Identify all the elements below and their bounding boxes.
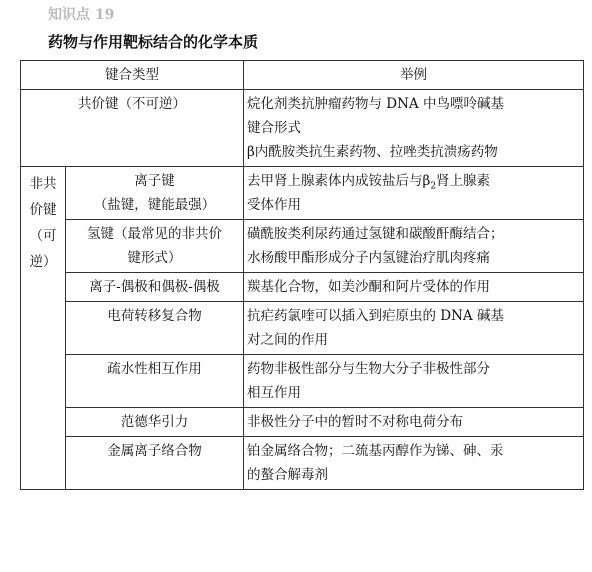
- knowledge-point-label: 知识点 19: [48, 7, 115, 23]
- bond-type-cell: [66, 437, 244, 490]
- example-line: 受体作用: [247, 197, 301, 213]
- bond-type-line: 范德华引力: [120, 414, 189, 430]
- bond-type-line: 金属离子络合物: [107, 443, 202, 459]
- table-row-covalent: [21, 90, 584, 167]
- bond-type-line: 电荷转移复合物: [107, 308, 202, 324]
- bond-type-cell: [66, 273, 244, 302]
- bond-type-cell: [66, 220, 244, 273]
- bond-type-cell: [66, 302, 244, 355]
- table-row-dipole: [21, 273, 584, 302]
- table-row-charge-transfer: [21, 302, 584, 355]
- example-line: 键合形式: [247, 120, 301, 136]
- example-line: 羰基化合物，如美沙酮和阿片受体的作用: [247, 279, 490, 295]
- example-text: 去甲肾上腺素体内成铵盐后与β: [247, 173, 431, 189]
- example-cell: [244, 437, 584, 490]
- example-cell: [244, 355, 584, 408]
- example-text: 肾上腺素: [436, 173, 491, 189]
- example-line: 相互作用: [247, 385, 301, 401]
- bond-type-table: [20, 60, 584, 490]
- example-line: 水杨酸甲酯形成分子内氢键治疗肌肉疼痛: [247, 250, 490, 266]
- bond-type-cell: [66, 355, 244, 408]
- table-header-row: [21, 61, 584, 90]
- example-line: [247, 169, 580, 193]
- table-row-ionic: [21, 167, 584, 220]
- bond-type-line: 离子键: [134, 173, 175, 189]
- bond-type-line: 疏水性相互作用: [107, 361, 202, 377]
- bond-type-cell: [66, 167, 244, 220]
- example-line: 非极性分子中的暂时不对称电荷分布: [247, 414, 463, 430]
- example-line: 铂金属络合物；二巯基丙醇作为锑、砷、汞: [247, 443, 504, 459]
- noncovalent-label: 非共价键（可逆）: [29, 176, 57, 270]
- covalent-type-cell: [21, 90, 244, 167]
- covalent-example-cell: [244, 90, 584, 167]
- covalent-type-text: 共价键（不可逆）: [78, 96, 186, 112]
- header-bond-type: 键合类型: [21, 61, 244, 90]
- example-cell: [244, 302, 584, 355]
- example-cell: [244, 167, 584, 220]
- example-cell: [244, 220, 584, 273]
- bond-type-line: 氢键（最常见的非共价: [87, 226, 222, 242]
- noncovalent-label-cell: [21, 167, 66, 490]
- bond-type-cell: [66, 408, 244, 437]
- example-line: 抗疟药氯喹可以插入到疟原虫的 DNA 碱基: [247, 308, 504, 324]
- example-cell: [244, 273, 584, 302]
- example-line: 磺酰胺类利尿药通过氢键和碳酸酐酶结合；: [247, 226, 504, 242]
- table-row-hydrogen: [21, 220, 584, 273]
- example-line: 的螯合解毒剂: [247, 467, 328, 483]
- bond-type-line: （盐键，键能最强）: [93, 197, 216, 213]
- table-row-van-der-waals: [21, 408, 584, 437]
- section-title: 药物与作用靶标结合的化学本质: [48, 33, 259, 51]
- table-row-metal-complex: [21, 437, 584, 490]
- bond-type-line: 离子-偶极和偶极-偶极: [89, 279, 220, 295]
- example-line: 烷化剂类抗肿瘤药物与 DNA 中鸟嘌呤碱基: [247, 96, 504, 112]
- example-cell: [244, 408, 584, 437]
- bond-type-line: 键形式）: [127, 250, 182, 266]
- header-example: 举例: [244, 61, 584, 90]
- table-row-hydrophobic: [21, 355, 584, 408]
- example-line: 对之间的作用: [247, 332, 328, 348]
- subscript: 2: [430, 181, 437, 192]
- example-line: 药物非极性部分与生物大分子非极性部分: [247, 361, 490, 377]
- example-line: β内酰胺类抗生素药物、拉唑类抗溃疡药物: [247, 144, 498, 160]
